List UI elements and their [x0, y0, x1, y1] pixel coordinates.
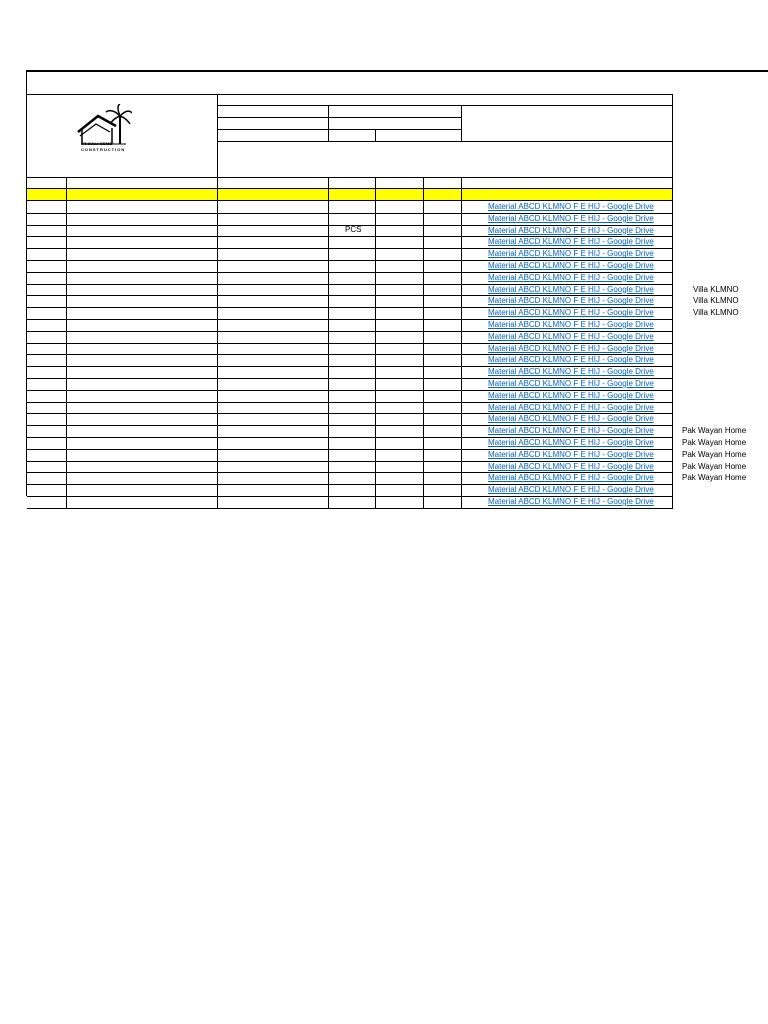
google-drive-link[interactable]: Material ABCD KLMNO F E HIJ - Google Drive [488, 331, 654, 341]
google-drive-link[interactable]: Material ABCD KLMNO F E HIJ - Google Drive [488, 249, 654, 259]
google-drive-link[interactable]: Material ABCD KLMNO F E HIJ - Google Drive [488, 367, 654, 377]
google-drive-link[interactable]: Material ABCD KLMNO F E HIJ - Google Drive [488, 414, 654, 424]
google-drive-link[interactable]: Material ABCD KLMNO F E HIJ - Google Drive [488, 461, 654, 471]
row-side-note: Villa KLMNO [693, 284, 739, 294]
row-side-note: Villa KLMNO [693, 296, 739, 306]
company-name-line-1: PT BALI SEMBI [81, 141, 115, 146]
row-side-note: Pak Wayan Home [682, 449, 747, 459]
company-name-line-2: CONSTRUCTION [81, 147, 126, 152]
google-drive-link[interactable]: Material ABCD KLMNO F E HIJ - Google Drive [488, 438, 654, 447]
google-drive-link[interactable]: Material ABCD KLMNO F E HIJ - Google Drive [488, 237, 654, 247]
google-drive-link[interactable]: Material ABCD KLMNO F E HIJ - Google Drive [488, 379, 654, 388]
google-drive-link[interactable]: Material ABCD KLMNO F E HIJ - Google Drive [488, 485, 654, 495]
google-drive-link[interactable]: Material ABCD KLMNO F E HIJ - Google Drive [488, 343, 654, 353]
header-col-divider-2 [461, 105, 462, 142]
row-side-note: Pak Wayan Home [682, 461, 747, 471]
google-drive-link[interactable]: Material ABCD KLMNO F E HIJ - Google Drive [488, 473, 654, 483]
header-line-2 [217, 117, 461, 118]
google-drive-link[interactable]: Material ABCD KLMNO F E HIJ - Google Drive [488, 497, 654, 506]
google-drive-link[interactable]: Material ABCD KLMNO F E HIJ - Google Drive [488, 320, 654, 329]
row-side-note: Pak Wayan Home [682, 438, 747, 447]
unit-cell: PCS [345, 225, 362, 234]
google-drive-link[interactable]: Material ABCD KLMNO F E HIJ - Google Drive [488, 261, 654, 270]
header-line-1 [217, 105, 673, 106]
colheader-top-line [27, 177, 673, 178]
google-drive-link[interactable]: Material ABCD KLMNO F E HIJ - Google Drive [488, 308, 654, 318]
header-line-4 [217, 141, 673, 142]
google-drive-link[interactable]: Material ABCD KLMNO F E HIJ - Google Drive [488, 296, 654, 306]
google-drive-link[interactable]: Material ABCD KLMNO F E HIJ - Google Drive [488, 284, 654, 294]
google-drive-link[interactable]: Material ABCD KLMNO F E HIJ - Google Drive [488, 213, 654, 223]
header-col-divider-3 [375, 129, 376, 142]
google-drive-link[interactable]: Material ABCD KLMNO F E HIJ - Google Drive [488, 390, 654, 400]
row-side-note: Pak Wayan Home [682, 426, 747, 436]
google-drive-link[interactable]: Material ABCD KLMNO F E HIJ - Google Drive [488, 272, 654, 282]
table-row [27, 508, 673, 509]
header-line-3 [217, 129, 461, 130]
header-bottom-line [27, 94, 673, 95]
google-drive-link[interactable]: Material ABCD KLMNO F E HIJ - Google Drive [488, 402, 654, 412]
google-drive-link[interactable]: Material ABCD KLMNO F E HIJ - Google Drive [488, 355, 654, 365]
google-drive-link[interactable]: Material ABCD KLMNO F E HIJ - Google Drive [488, 225, 654, 235]
row-side-note: Villa KLMNO [693, 308, 739, 318]
header-col-divider-1 [328, 105, 329, 142]
row-side-note: Pak Wayan Home [682, 473, 747, 483]
google-drive-link[interactable]: Material ABCD KLMNO F E HIJ - Google Drive [488, 449, 654, 459]
google-drive-link[interactable]: Material ABCD KLMNO F E HIJ - Google Drive [488, 202, 654, 211]
highlight-band [27, 189, 673, 200]
google-drive-link[interactable]: Material ABCD KLMNO F E HIJ - Google Drive [488, 426, 654, 436]
